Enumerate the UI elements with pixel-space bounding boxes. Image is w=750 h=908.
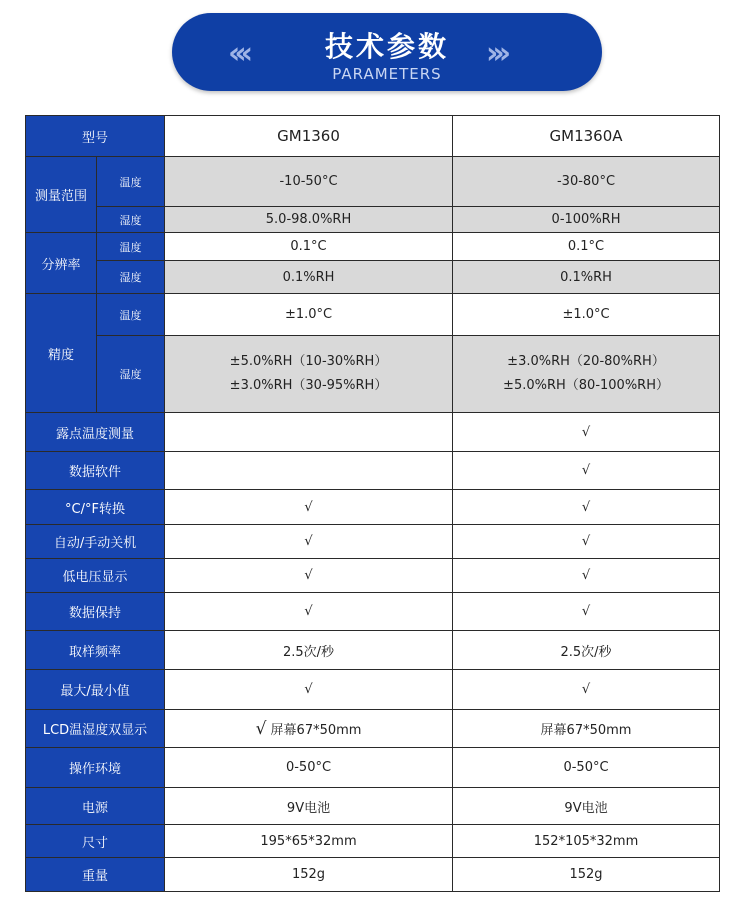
check-mark-icon: √ (453, 670, 720, 710)
table-row (26, 593, 720, 631)
banner-title: 技术参数 (324, 30, 449, 63)
table-row (26, 490, 720, 525)
row-label: 最大/最小值 (26, 670, 165, 710)
check-mark-icon: √ (453, 413, 720, 452)
hum-sublabel: 湿度 (97, 261, 165, 294)
table-cell: 2.5次/秒 (165, 631, 453, 670)
row-label: 自动/手动关机 (26, 525, 165, 559)
table-row (26, 116, 720, 157)
table-cell: 152g (165, 858, 453, 892)
accuracy-label: 精度 (26, 294, 97, 413)
check-mark-icon: √ (255, 718, 267, 739)
row-label: 低电压显示 (26, 559, 165, 593)
table-cell (453, 336, 720, 413)
row-label: 数据软件 (26, 452, 165, 490)
table-cell: -30-80°C (453, 157, 720, 207)
table-cell: 0-100%RH (453, 207, 720, 233)
table-cell: 5.0-98.0%RH (165, 207, 453, 233)
table-cell (165, 710, 453, 748)
check-mark-icon: √ (453, 490, 720, 525)
table-row (26, 452, 720, 490)
table-cell (165, 452, 453, 490)
check-mark-icon: √ (165, 525, 453, 559)
row-label: 露点温度测量 (26, 413, 165, 452)
model-name: GM1360 (165, 116, 453, 157)
accuracy-line: ±3.0%RH（20-80%RH） (507, 354, 665, 369)
table-cell: 0.1%RH (165, 261, 453, 294)
accuracy-line: ±5.0%RH（80-100%RH） (503, 378, 669, 393)
table-cell: 0.1°C (453, 233, 720, 261)
table-row (26, 710, 720, 748)
table-row (26, 157, 720, 207)
table-row (26, 233, 720, 261)
row-label: 数据保持 (26, 593, 165, 631)
row-label: LCD温湿度双显示 (26, 710, 165, 748)
table-row (26, 294, 720, 336)
hum-sublabel: 湿度 (97, 336, 165, 413)
table-cell: 152g (453, 858, 720, 892)
table-cell: 152*105*32mm (453, 825, 720, 858)
check-mark-icon: √ (165, 593, 453, 631)
row-label: 操作环境 (26, 748, 165, 788)
table-row (26, 207, 720, 233)
temp-sublabel: 温度 (97, 233, 165, 261)
row-label: °C/°F转换 (26, 490, 165, 525)
accuracy-line: ±5.0%RH（10-30%RH） (229, 354, 388, 369)
lcd-size-text: 屏幕67*50mm (270, 722, 362, 738)
measure-range-label: 测量范围 (26, 157, 97, 233)
table-row (26, 559, 720, 593)
table-row (26, 261, 720, 294)
table-row (26, 825, 720, 858)
temp-sublabel: 温度 (97, 157, 165, 207)
model-name: GM1360A (453, 116, 720, 157)
table-cell: ±1.0°C (165, 294, 453, 336)
accuracy-line: ±3.0%RH（30-95%RH） (229, 378, 388, 393)
model-label: 型号 (26, 116, 165, 157)
resolution-label: 分辨率 (26, 233, 97, 294)
table-cell: 9V电池 (453, 788, 720, 825)
row-label: 取样频率 (26, 631, 165, 670)
table-row (26, 413, 720, 452)
check-mark-icon: √ (453, 525, 720, 559)
table-cell: 0.1°C (165, 233, 453, 261)
hum-sublabel: 湿度 (97, 207, 165, 233)
check-mark-icon: √ (165, 490, 453, 525)
row-label: 重量 (26, 858, 165, 892)
check-mark-icon: √ (165, 670, 453, 710)
row-label: 尺寸 (26, 825, 165, 858)
table-row (26, 858, 720, 892)
table-cell: 0-50°C (165, 748, 453, 788)
table-cell: 195*65*32mm (165, 825, 453, 858)
banner-subtitle: PARAMETERS (332, 65, 442, 83)
table-row (26, 336, 720, 413)
table-cell: 2.5次/秒 (453, 631, 720, 670)
table-cell: ±1.0°C (453, 294, 720, 336)
table-cell: 9V电池 (165, 788, 453, 825)
parameters-banner (172, 13, 602, 91)
chevron-left-icon: ‹‹‹ (228, 36, 248, 71)
table-cell: 屏幕67*50mm (453, 710, 720, 748)
check-mark-icon: √ (165, 559, 453, 593)
check-mark-icon: √ (453, 593, 720, 631)
chevron-right-icon: ››› (486, 36, 506, 71)
spec-table (25, 115, 720, 892)
check-mark-icon: √ (453, 559, 720, 593)
table-row (26, 631, 720, 670)
table-cell (165, 413, 453, 452)
table-cell: 0.1%RH (453, 261, 720, 294)
table-row (26, 748, 720, 788)
table-row (26, 525, 720, 559)
table-row (26, 670, 720, 710)
table-cell (165, 336, 453, 413)
table-cell: 0-50°C (453, 748, 720, 788)
row-label: 电源 (26, 788, 165, 825)
check-mark-icon: √ (453, 452, 720, 490)
temp-sublabel: 温度 (97, 294, 165, 336)
table-row (26, 788, 720, 825)
table-cell: -10-50°C (165, 157, 453, 207)
